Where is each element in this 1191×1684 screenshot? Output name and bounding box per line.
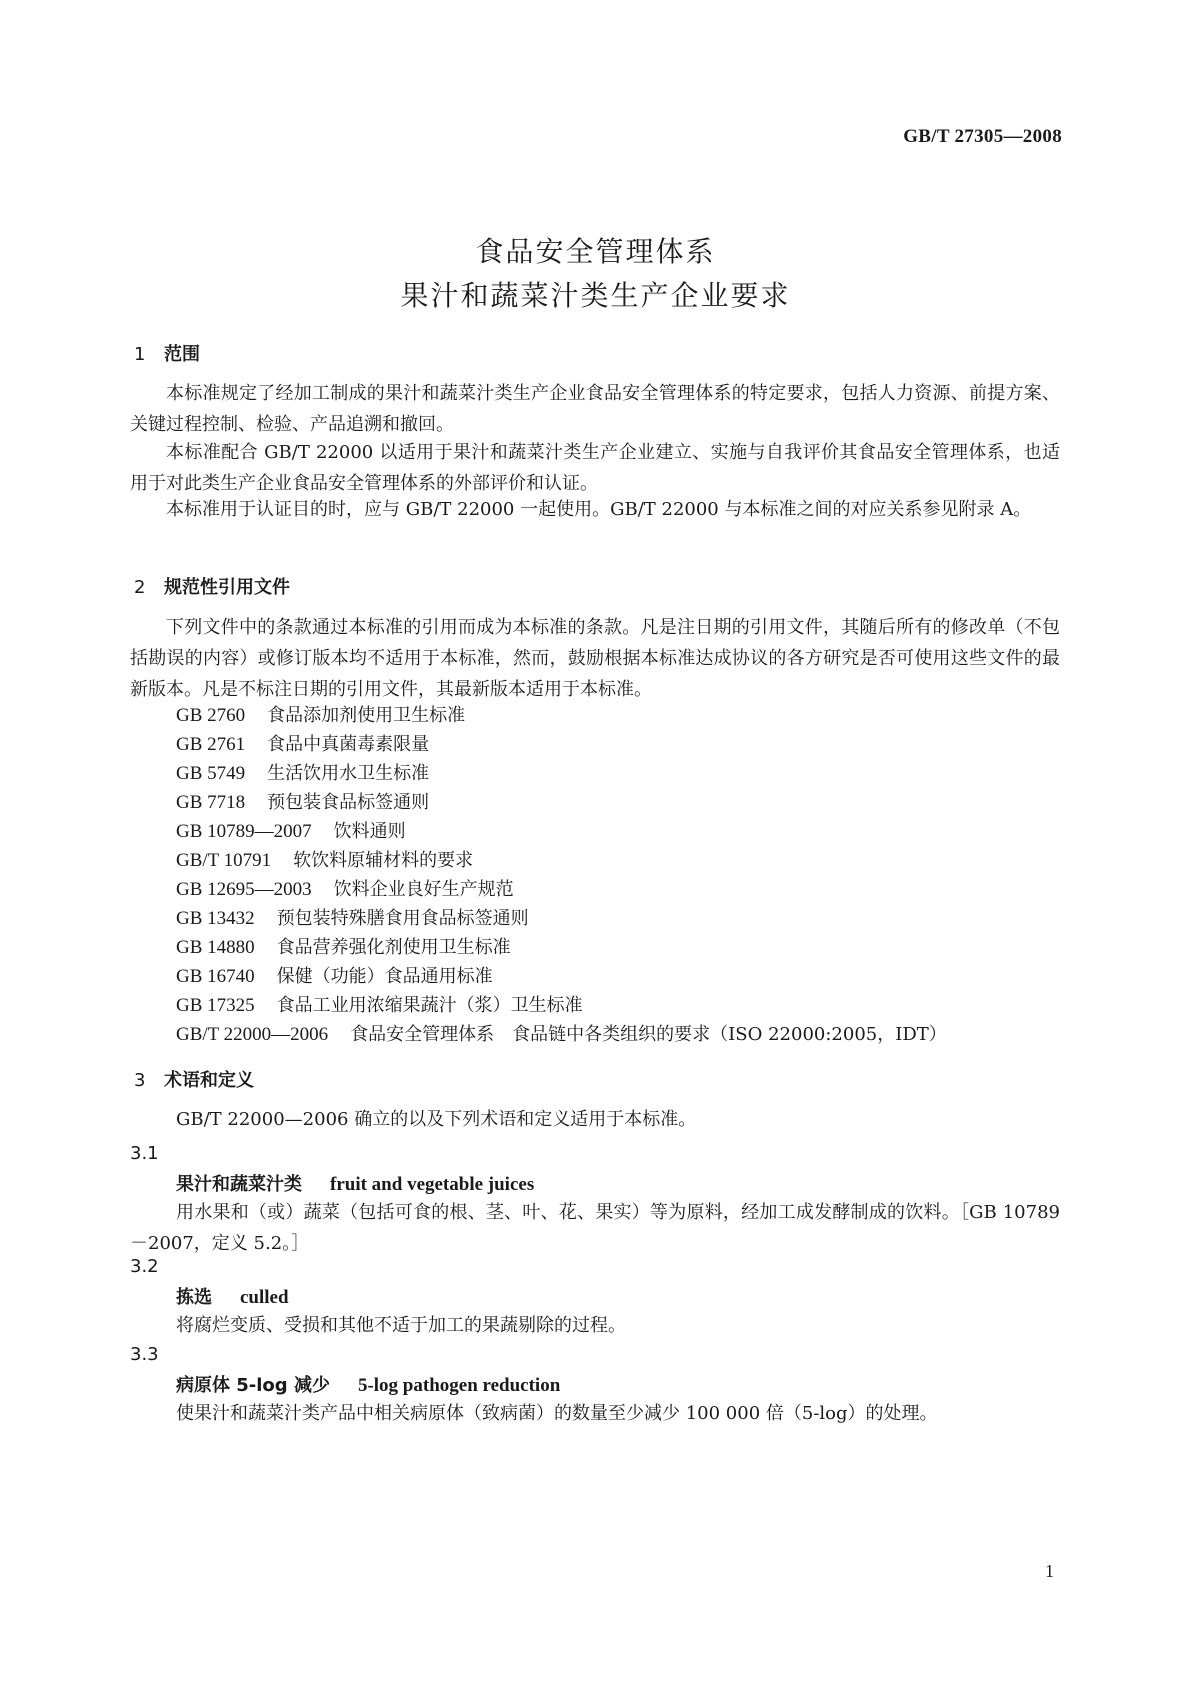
- reference-item: [176, 903, 529, 934]
- reference-title: 食品工业用浓缩果蔬汁（浆）卫生标准: [276, 995, 583, 1016]
- term-en: 5-log pathogen reduction: [357, 1375, 561, 1396]
- reference-title: 饮料通则: [333, 821, 406, 842]
- reference-title: 预包装食品标签通则: [267, 792, 430, 813]
- reference-title: 生活饮用水卫生标准: [267, 763, 430, 784]
- section-title: 范围: [164, 344, 200, 365]
- reference-item: [176, 1019, 947, 1050]
- reference-item: [176, 729, 429, 760]
- reference-code: GB 12695—2003: [176, 879, 312, 900]
- reference-title: 食品添加剂使用卫生标准: [267, 705, 466, 726]
- section-number: 3: [134, 1070, 146, 1091]
- term-number: 3.1: [130, 1143, 159, 1164]
- term-definition: 将腐烂变质、受损和其他不适于加工的果蔬剔除的过程。: [176, 1315, 626, 1336]
- term-heading: [176, 1170, 534, 1196]
- section-title: 规范性引用文件: [164, 577, 290, 598]
- section-2-heading: [134, 573, 290, 599]
- reference-item: [176, 787, 429, 818]
- reference-title: 软饮料原辅材料的要求: [293, 850, 474, 871]
- term-en: culled: [240, 1287, 289, 1308]
- reference-title: 饮料企业良好生产规范: [333, 879, 514, 900]
- reference-code: GB 17325: [176, 995, 255, 1016]
- reference-code: GB 16740: [176, 966, 255, 987]
- reference-code: GB/T 22000—2006: [176, 1024, 329, 1045]
- section-1-paragraph-1: 本标准规定了经加工制成的果汁和蔬菜汁类生产企业食品安全管理体系的特定要求，包括人力资源、前提方案、关键过程控制、检验、产品追溯和撤回。: [130, 383, 1060, 435]
- section-2-intro: 下列文件中的条款通过本标准的引用而成为本标准的条款。凡是注日期的引用文件，其随后所有的修改单（不包括勘误的内容）或修订版本均不适用于本标准，然而，鼓励根据本标准达成协议的各方研究是否可使用这些文件的最新版本。凡是不标注日期的引用文件，其最新版本适用于本标准。: [130, 617, 1060, 700]
- term-heading: [176, 1371, 560, 1397]
- term-heading: [176, 1283, 289, 1309]
- reference-code: GB 10789—2007: [176, 821, 312, 842]
- reference-item: [176, 874, 514, 905]
- reference-item: [176, 990, 583, 1021]
- term-definition: 使果汁和蔬菜汁类产品中相关病原体（致病菌）的数量至少减少 100 000 倍（5-log）的处理。: [176, 1403, 938, 1424]
- section-3-heading: [134, 1066, 254, 1092]
- reference-title: 保健（功能）食品通用标准: [276, 966, 493, 987]
- reference-code: GB 2761: [176, 734, 246, 755]
- term-en: fruit and vegetable juices: [330, 1174, 535, 1195]
- reference-code: GB/T 10791: [176, 850, 272, 871]
- reference-item: [176, 758, 429, 789]
- term-zh: 果汁和蔬菜汁类: [176, 1174, 302, 1195]
- section-number: 2: [134, 577, 146, 598]
- term-number: 3.3: [130, 1344, 159, 1365]
- reference-title: 食品营养强化剂使用卫生标准: [276, 937, 511, 958]
- section-1-heading: [134, 340, 200, 366]
- document-title-line-2: 果汁和蔬菜汁类生产企业要求: [400, 279, 791, 312]
- section-1-paragraph-2: 本标准配合 GB/T 22000 以适用于果汁和蔬菜汁类生产企业建立、实施与自我评价其食品安全管理体系，也适用于对此类生产企业食品安全管理体系的外部评价和认证。: [130, 442, 1060, 494]
- reference-item: [176, 961, 493, 992]
- section-title: 术语和定义: [164, 1070, 254, 1091]
- reference-code: GB 5749: [176, 763, 246, 784]
- term-definition: 用水果和（或）蔬菜（包括可食的根、茎、叶、花、果实）等为原料，经加工成发酵制成的饮料。［GB 10789－2007，定义 5.2。］: [130, 1202, 1060, 1254]
- reference-item: [176, 816, 406, 847]
- term-zh: 拣选: [176, 1287, 212, 1308]
- term-zh: 病原体 5-log 减少: [176, 1375, 330, 1396]
- section-3-intro: GB/T 22000—2006 确立的以及下列术语和定义适用于本标准。: [176, 1109, 697, 1130]
- reference-item: [176, 932, 511, 963]
- reference-code: GB 2760: [176, 705, 246, 726]
- reference-title: 预包装特殊膳食用食品标签通则: [276, 908, 529, 929]
- reference-code: GB 7718: [176, 792, 246, 813]
- standard-number: GB/T 27305—2008: [903, 126, 1062, 147]
- reference-code: GB 13432: [176, 908, 255, 929]
- reference-title: 食品安全管理体系 食品链中各类组织的要求（ISO 22000:2005，IDT）: [350, 1024, 947, 1045]
- term-number: 3.2: [130, 1256, 159, 1277]
- reference-item: [176, 845, 473, 876]
- section-1-paragraph-3: 本标准用于认证目的时，应与 GB/T 22000 一起使用。GB/T 22000 与本标准之间的对应关系参见附录 A。: [166, 499, 1032, 520]
- reference-title: 食品中真菌毒素限量: [267, 734, 430, 755]
- document-title-line-1: 食品安全管理体系: [475, 235, 716, 268]
- reference-item: [176, 700, 465, 731]
- reference-code: GB 14880: [176, 937, 255, 958]
- page-number: 1: [1045, 1561, 1054, 1581]
- section-number: 1: [134, 344, 146, 365]
